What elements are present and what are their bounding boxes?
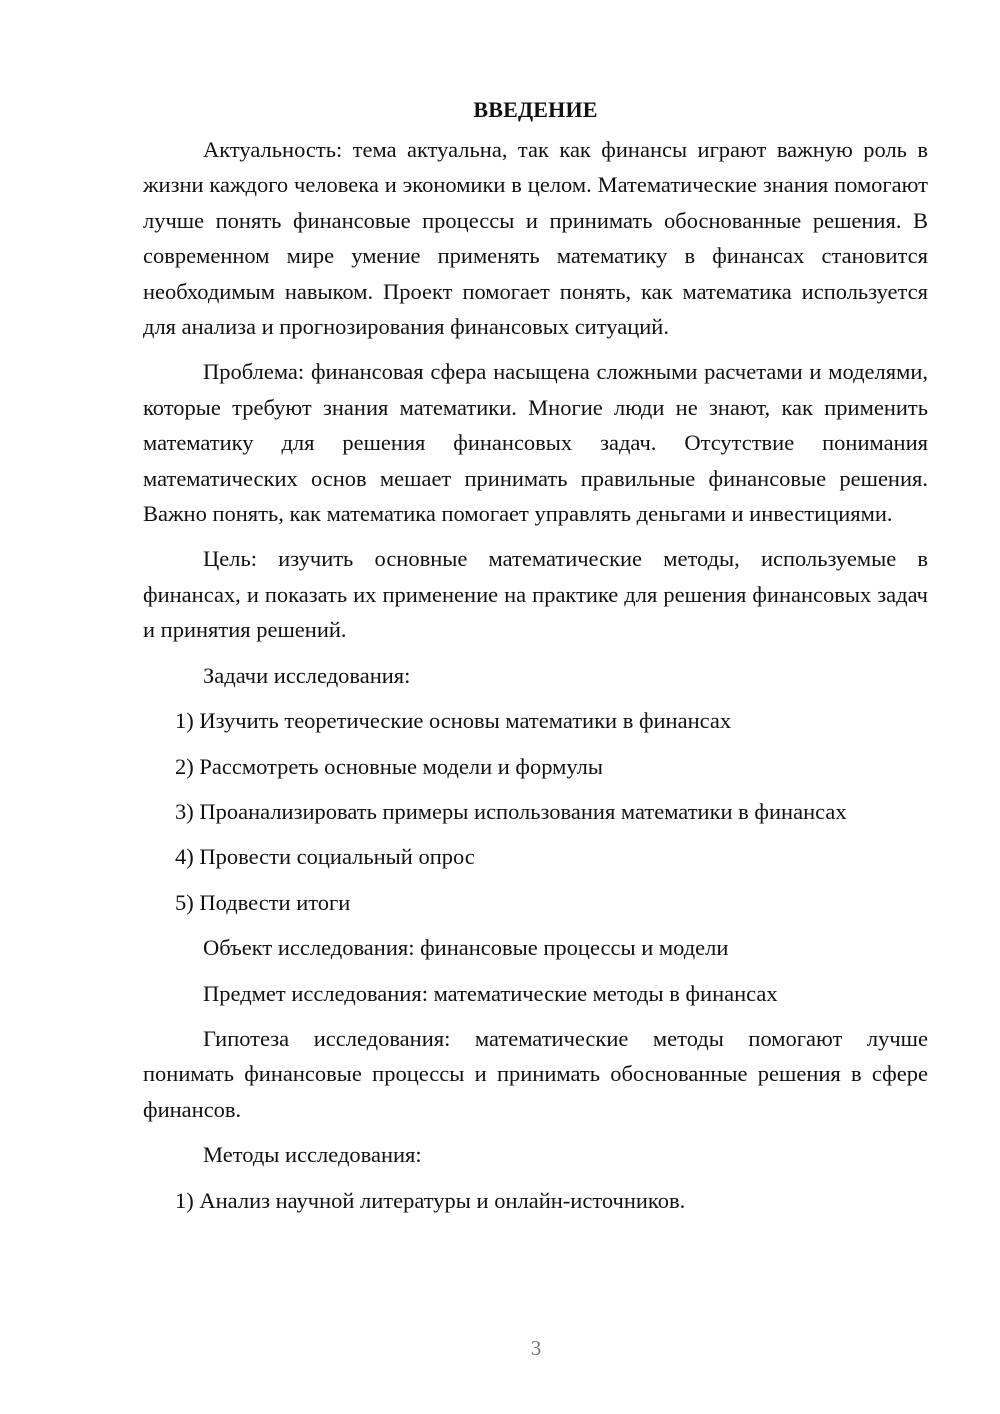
research-object: Объект исследования: финансовые процессы и модели xyxy=(203,935,729,961)
task-item: 4) Провести социальный опрос xyxy=(175,844,475,870)
paragraph-problem: Проблема: финансовая сфера насыщена сложными расчетами и моделями, которые требуют знания математики. Многие люди не знают, как применить математику для решения финансовых задач. Отсутствие понимания математических основ мешает принимать правильные финансовые решения. Важно понять, как математика помогает управлять деньгами и инвестициями. xyxy=(143,359,928,527)
page-number: 3 xyxy=(530,1336,542,1360)
task-item: 5) Подвести итоги xyxy=(175,889,351,915)
research-subject: Предмет исследования: математические методы в финансах xyxy=(203,980,778,1006)
method-item: 1) Анализ научной литературы и онлайн-источников. xyxy=(175,1187,686,1213)
paragraph-relevance: Актуальность: тема актуальна, так как финансы играют важную роль в жизни каждого человека и экономики в целом. Математические знания помогают лучше понять финансовые процессы и принимать обоснованные решения. В современном мире умение применять математику в финансах становится необходимым навыком. Проект помогает понять, как математика используется для анализа и прогнозирования финансовых ситуаций. xyxy=(143,137,928,340)
task-item: 3) Проанализировать примеры использования математики в финансах xyxy=(175,798,847,824)
methods-heading: Методы исследования: xyxy=(203,1142,422,1168)
page-content xyxy=(143,92,928,1228)
paragraph-hypothesis: Гипотеза исследования: математические методы помогают лучше понимать финансовые процессы и принимать обоснованные решения в сфере финансов. xyxy=(143,1025,928,1122)
page-title: ВВЕДЕНИЕ xyxy=(473,97,598,122)
tasks-heading: Задачи исследования: xyxy=(203,662,411,688)
paragraph-goal: Цель: изучить основные математические методы, используемые в финансах, и показать их применение на практике для решения финансовых задач и принятия решений. xyxy=(143,546,928,643)
task-item: 1) Изучить теоретические основы математики в финансах xyxy=(175,708,732,734)
task-item: 2) Рассмотреть основные модели и формулы xyxy=(175,753,603,779)
